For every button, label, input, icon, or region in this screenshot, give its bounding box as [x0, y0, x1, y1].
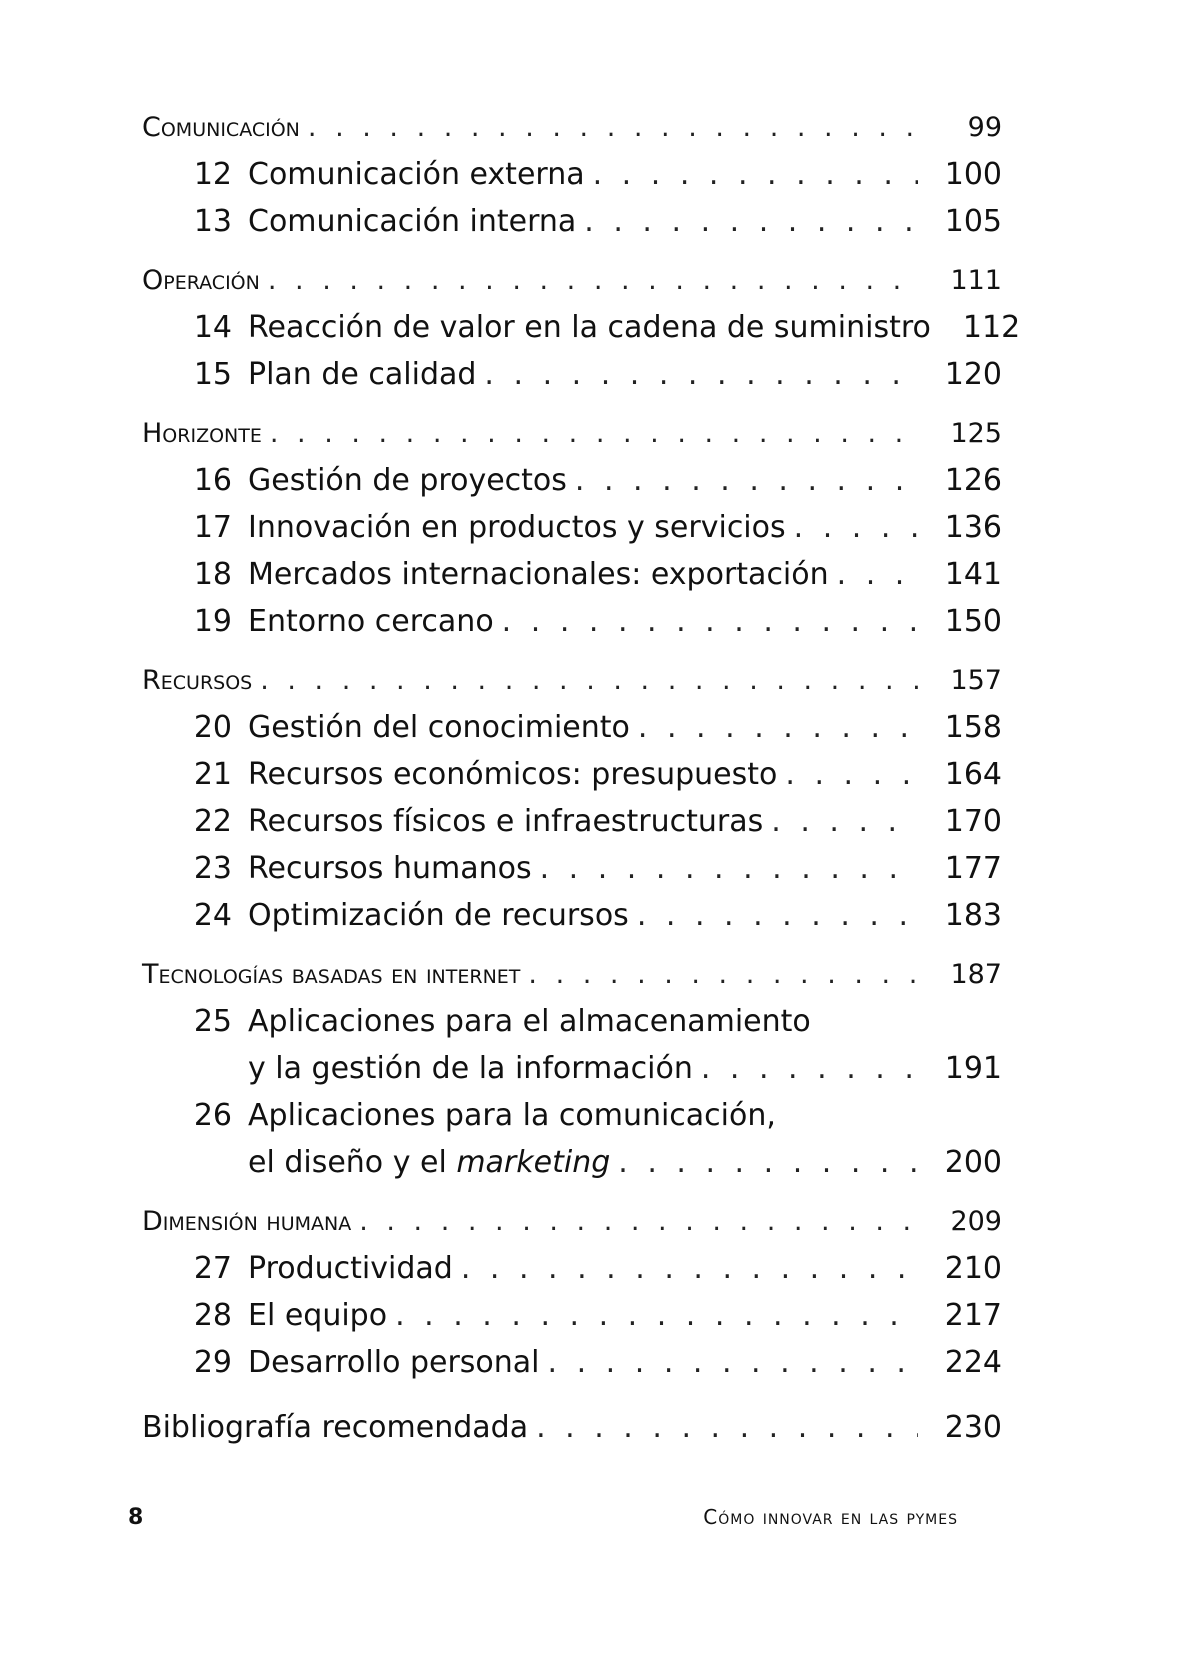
page-ref: 191: [944, 1051, 1002, 1086]
section-title: Operación: [142, 265, 260, 296]
chapter-title: 28 El equipo: [142, 1292, 387, 1339]
leader-dots: [584, 198, 918, 245]
leader-dots: [637, 892, 918, 939]
chapter-title-emphasis: marketing: [456, 1145, 611, 1180]
page-ref: 177: [944, 851, 1002, 886]
page-ref: 217: [944, 1298, 1002, 1333]
page-ref: 125: [950, 418, 1002, 449]
chapter-number: 14: [193, 310, 232, 345]
chapter-number: 12: [193, 157, 232, 192]
chapter-number: 18: [193, 557, 232, 592]
leader-dots: [536, 1404, 918, 1451]
leader-dots: [794, 504, 918, 551]
leader-dots: [528, 951, 918, 998]
chapter-number: 22: [193, 804, 232, 839]
page-ref: 126: [944, 463, 1002, 498]
bibliography-title: Bibliografía recomendada: [142, 1410, 529, 1445]
page-ref: 105: [944, 204, 1002, 239]
toc-chapter-entry: [142, 457, 1002, 504]
toc-section-entry: [142, 1198, 1002, 1245]
page-ref: 170: [944, 804, 1002, 839]
chapter-title: 19 Entorno cercano: [142, 598, 494, 645]
toc-chapter-entry: [142, 751, 1002, 798]
section-title: Tecnologías basadas en internet: [142, 959, 521, 990]
chapter-number: 19: [193, 604, 232, 639]
toc-chapter-entry: [142, 304, 1021, 351]
chapter-number: 16: [193, 463, 232, 498]
page-ref: 187: [950, 959, 1002, 990]
chapter-title: 21 Recursos económicos: presupuesto: [142, 751, 777, 798]
page-ref: 100: [944, 157, 1002, 192]
toc-chapter-entry-line1: [142, 1092, 1002, 1139]
chapter-title: 18 Mercados internacionales: exportación: [142, 551, 829, 598]
leader-dots: [270, 410, 918, 457]
section-title: Recursos: [142, 665, 253, 696]
chapter-number: 24: [193, 898, 232, 933]
page-ref: 210: [944, 1251, 1002, 1286]
toc-chapter-entry-line2: [142, 1045, 1002, 1092]
chapter-number: 28: [193, 1298, 232, 1333]
toc-chapter-entry: [142, 151, 1002, 198]
page-ref: 157: [950, 665, 1002, 696]
toc-chapter-entry: [142, 198, 1002, 245]
chapter-number: 20: [193, 710, 232, 745]
page-ref: 120: [944, 357, 1002, 392]
chapter-title: 29 Desarrollo personal: [142, 1339, 540, 1386]
toc-chapter-entry: [142, 504, 1002, 551]
leader-dots: [540, 845, 918, 892]
page-footer: [128, 1505, 958, 1530]
chapter-number: 29: [193, 1345, 232, 1380]
page-ref: 224: [944, 1345, 1002, 1380]
leader-dots: [260, 657, 918, 704]
toc-chapter-entry: [142, 351, 1002, 398]
chapter-title: Aplicaciones para la comunicación,: [248, 1098, 776, 1133]
page-ref: 99: [967, 112, 1002, 143]
chapter-title: 14 Reacción de valor en la cadena de suministro: [142, 304, 931, 351]
toc-bibliography-entry: [142, 1404, 1002, 1451]
leader-dots: [484, 351, 918, 398]
page-ref: 164: [944, 757, 1002, 792]
toc-section-entry: [142, 657, 1002, 704]
leader-dots: [359, 1198, 918, 1245]
chapter-title: 17 Innovación en productos y servicios: [142, 504, 786, 551]
leader-dots: [785, 751, 918, 798]
section-title: Comunicación: [142, 112, 300, 143]
toc-section-entry: [142, 410, 1002, 457]
page-number: 8: [128, 1505, 144, 1530]
page-ref: 209: [950, 1206, 1002, 1237]
page-ref: 200: [944, 1145, 1002, 1180]
toc-section-entry: [142, 951, 1002, 998]
toc-chapter-entry: [142, 598, 1002, 645]
table-of-contents: [142, 104, 1021, 1451]
page-ref: 150: [944, 604, 1002, 639]
leader-dots: [701, 1045, 918, 1092]
chapter-title: 23 Recursos humanos: [142, 845, 532, 892]
toc-chapter-entry-line1: [142, 998, 1002, 1045]
leader-dots: [308, 104, 918, 151]
chapter-title: 13 Comunicación interna: [142, 198, 576, 245]
chapter-number: 15: [193, 357, 232, 392]
section-title: Horizonte: [142, 418, 262, 449]
chapter-number: 13: [193, 204, 232, 239]
toc-section-entry: [142, 257, 1002, 304]
page-ref: 141: [944, 557, 1002, 592]
toc-chapter-entry: [142, 798, 1002, 845]
chapter-number: 17: [193, 510, 232, 545]
chapter-title-continued: y la gestión de la información: [248, 1051, 693, 1086]
leader-dots: [268, 257, 918, 304]
toc-chapter-entry: [142, 1245, 1002, 1292]
leader-dots: [395, 1292, 918, 1339]
toc-chapter-entry: [142, 845, 1002, 892]
chapter-number: 26: [193, 1098, 232, 1133]
chapter-title: 12 Comunicación externa: [142, 151, 585, 198]
leader-dots: [638, 704, 918, 751]
page-ref: 111: [950, 265, 1002, 296]
leader-dots: [502, 598, 918, 645]
leader-dots: [575, 457, 918, 504]
toc-chapter-entry: [142, 704, 1002, 751]
page-ref: 136: [944, 510, 1002, 545]
chapter-title-continued: el diseño y el marketing: [248, 1145, 611, 1180]
running-title: Cómo innovar en las pymes: [703, 1505, 958, 1529]
toc-chapter-entry: [142, 1339, 1002, 1386]
page-ref: 158: [944, 710, 1002, 745]
page-ref: 230: [944, 1410, 1002, 1445]
toc-chapter-entry-line2: [142, 1139, 1002, 1186]
chapter-title: 22 Recursos físicos e infraestructuras: [142, 798, 763, 845]
chapter-title: 27 Productividad: [142, 1245, 453, 1292]
chapter-number: 25: [193, 1004, 232, 1039]
chapter-title: 16 Gestión de proyectos: [142, 457, 567, 504]
page-ref: 112: [962, 310, 1021, 345]
chapter-number: 27: [193, 1251, 232, 1286]
section-title: Dimensión humana: [142, 1206, 352, 1237]
chapter-title: Aplicaciones para el almacenamiento: [248, 1004, 811, 1039]
chapter-title: 20 Gestión del conocimiento: [142, 704, 630, 751]
chapter-number: 23: [193, 851, 232, 886]
toc-section-entry: [142, 104, 1002, 151]
toc-chapter-entry: [142, 892, 1002, 939]
toc-chapter-entry: [142, 551, 1002, 598]
leader-dots: [837, 551, 918, 598]
toc-chapter-entry: [142, 1292, 1002, 1339]
leader-dots: [461, 1245, 918, 1292]
leader-dots: [593, 151, 918, 198]
chapter-title: 15 Plan de calidad: [142, 351, 476, 398]
leader-dots: [548, 1339, 918, 1386]
chapter-title: 24 Optimización de recursos: [142, 892, 629, 939]
leader-dots: [618, 1139, 918, 1186]
page-ref: 183: [944, 898, 1002, 933]
chapter-number: 21: [193, 757, 232, 792]
leader-dots: [771, 798, 918, 845]
